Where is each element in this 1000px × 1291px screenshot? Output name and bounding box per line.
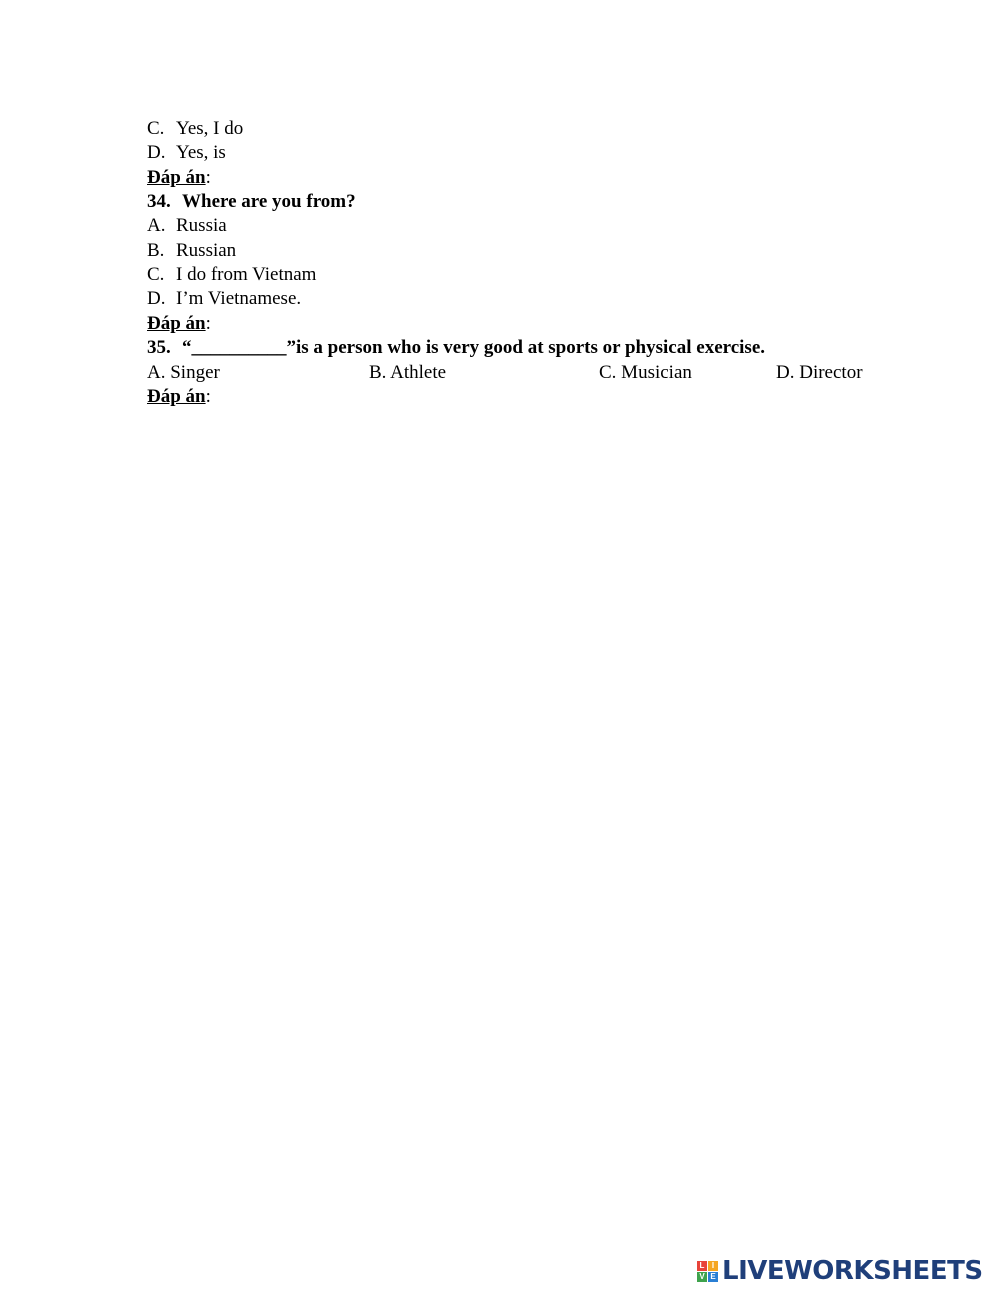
option-b: B. Athlete <box>369 362 447 383</box>
answer-label: Đáp án <box>147 386 206 407</box>
option-d: D. I’m Vietnamese. <box>147 288 302 309</box>
answer-line[interactable]: Đáp án: <box>147 167 211 188</box>
option-c: C. Yes, I do <box>147 118 244 139</box>
question-text: Where are you from? <box>182 191 356 212</box>
answer-label: Đáp án <box>147 313 206 334</box>
logo-blocks-icon: L I V E <box>697 1261 718 1282</box>
question-number: 34. <box>147 191 171 212</box>
options-row <box>147 361 907 385</box>
option-a: A. Russia <box>147 215 227 236</box>
answer-label: Đáp án <box>147 167 206 188</box>
liveworksheets-logo <box>697 1254 983 1288</box>
logo-text: LIVEWORKSHEETS <box>722 1256 983 1286</box>
answer-line[interactable]: Đáp án: <box>147 313 211 334</box>
option-c: C. I do from Vietnam <box>147 264 317 285</box>
option-c: C. Musician <box>599 362 692 383</box>
answer-line[interactable]: Đáp án: <box>147 386 211 407</box>
option-a: A. Singer <box>147 362 220 383</box>
question-text: “__________”is a person who is very good at sports or physical exercise. <box>182 337 766 358</box>
question-35 <box>147 336 765 360</box>
option-b: B. Russian <box>147 240 237 261</box>
question-34 <box>147 190 356 214</box>
question-number: 35. <box>147 337 171 358</box>
option-d: D. Director <box>776 362 863 383</box>
option-d: D. Yes, is <box>147 142 226 163</box>
